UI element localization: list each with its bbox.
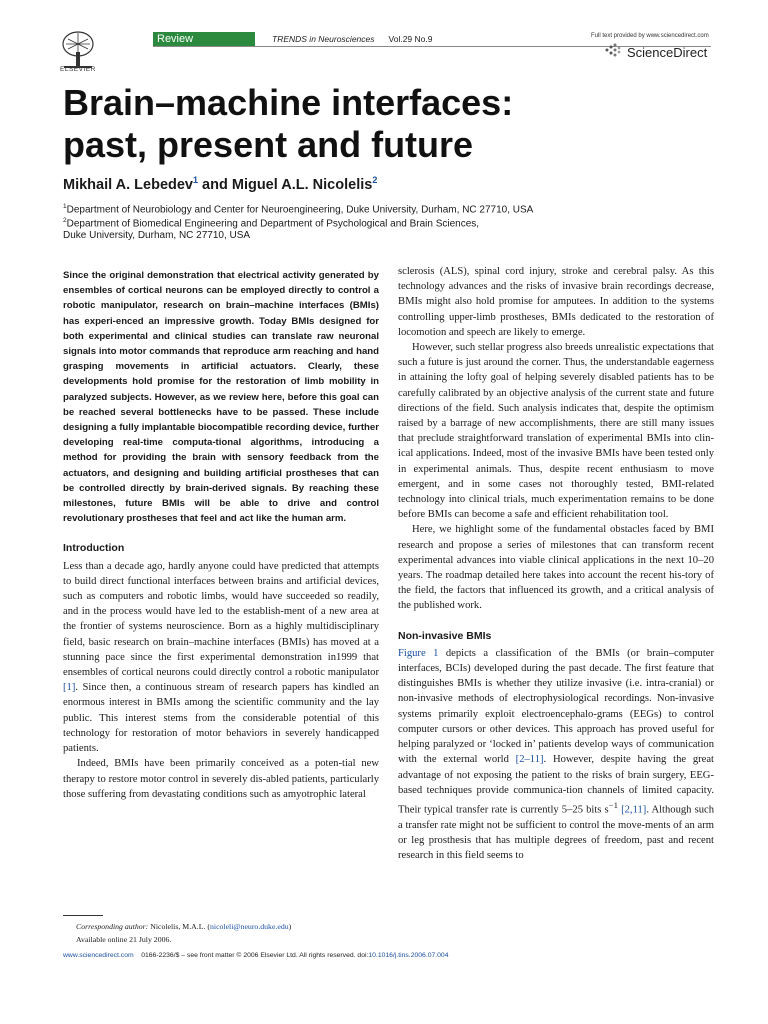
right-paragraph-2: However, such stellar progress also breeds unrealistic expectations that such a future is just around the corner. Thus, the understandable eagerness in attaining the lofty goal of helping severely disabled patients has to be carefully calibrated by an objective analysis of the current state and future directions of the field. Such analysis indicates that, despite the optimism raised by a barrage of new accomplishments, there are still many issues that preclude straightforward translation of experimental BMIs into clin-ical applications. Indeed, most of the invasive BMIs have been tested only in experimental animals. Thus, despite recent enthusiasm to move emergent, and in some cases not thoroughly tested, BMI-related technology into clinical trials, much experimentation remains to be done before BMIs can become a safe and efficient rehabilitation tool. xyxy=(398,342,714,521)
section-label: Review xyxy=(157,33,194,45)
right-paragraph-3: Here, we highlight some of the fundamental obstacles faced by BMI research and propose a series of milestones that can transform recent experimental advances into viable clinical applications in the next 10–20 years. The roadmap detailed here takes into account the recent his-tory of the field, the factors that influenced its growth, and a critical analysis of the published work. xyxy=(398,524,714,612)
intro-paragraph-1 xyxy=(63,559,379,757)
corresponding-author-name: Nicolelis, M.A.L. ( xyxy=(148,922,210,931)
p4-text-c: . Although such a transfer rate might not be sufficient to control the move-ments of an arm or leg prosthesis that has multiple degrees of freedom, past and recent research in this field seems to xyxy=(398,804,714,862)
page-footer xyxy=(63,952,449,959)
sciencedirect-brand: ScienceDirect xyxy=(627,45,708,60)
footer-site-link[interactable]: www.sciencedirect.com xyxy=(63,952,134,959)
p4-text-b: . However, despite having the great advantage of not exposing the patient to the risks of brain surgery, EEG-based techniques provide communica-tion channels of limited capacity. Their typical transfer rate is currently 5–25 bits s xyxy=(398,754,714,816)
footer-issn: 0166-2236/$ – see front matter © 2006 Elsevier Ltd. All rights reserved. doi: xyxy=(141,952,369,959)
p4-text-a: depicts a classification of the BMIs (or brain–computer interfaces, BCIs) developed during the past decade. The first feature that distinguishes BMIs is whether they utilize invasive (i.e. intra-cranial) or non-invasive methods of electrophysiological recordings. Non-invasive systems primarily exploit electroencephalo-grams (EEGs) to control computer cursors or other devices. This approach has proved useful for helping paralyzed or ‘locked in’ patients develop ways of communication with the external world xyxy=(398,647,714,766)
figure-link[interactable]: Figure 1 xyxy=(398,647,439,659)
intro-paragraph-2: Indeed, BMIs have been primarily conceived as a poten-tial new therapy to restore motor control in severely dis-abled patients, particularly those suffering from devastating conditions such as amyotrophic lateral xyxy=(63,758,379,800)
right-column xyxy=(398,264,714,863)
doi-link[interactable]: 10.1016/j.tins.2006.07.004 xyxy=(368,952,449,959)
sciencedirect-dots-icon xyxy=(604,42,624,58)
available-online-note: Available online 21 July 2006. xyxy=(76,935,172,944)
right-paragraph-4 xyxy=(398,646,714,863)
corresponding-author-note xyxy=(76,922,291,931)
p4-superscript: −1 xyxy=(608,799,619,810)
affiliation-2-text: Department of Biomedical Engineering and Department of Psychological and Brain Sciences, xyxy=(66,218,480,230)
citation-link[interactable]: [2–11] xyxy=(515,754,544,766)
author-2: Miguel A.L. Nicolelis xyxy=(231,176,373,193)
journal-title xyxy=(272,34,432,44)
affiliation-1-mark: 1 xyxy=(63,203,67,210)
footnote-rule xyxy=(63,915,103,916)
provided-by-text: Full text provided by www.sciencedirect.com xyxy=(591,33,709,39)
author-1: Mikhail A. Lebedev xyxy=(63,176,193,193)
affiliation-2-continued: Duke University, Durham, NC 27710, USA xyxy=(63,230,251,241)
affiliation-1-text: Department of Neurobiology and Center for Neuroengineering, Duke University, Durham, NC 27710, USA xyxy=(66,204,534,216)
corresponding-author-label: Corresponding author: xyxy=(76,922,149,931)
title-line-2: past, present and future xyxy=(63,124,474,165)
right-paragraph-1: sclerosis (ALS), spinal cord injury, stroke and cerebral palsy. As this technology advances and the risks of invasive brain recordings decrease, BMIs might also hold promise for amputees. In addition to the systems controlling upper-limb prostheses, BMIs dedicated to the restoration of locomotion and speech are likely to emerge. xyxy=(398,266,714,338)
affiliation-2-mark: 2 xyxy=(63,217,67,224)
left-column xyxy=(63,268,379,802)
title-line-1: Brain–machine interfaces: xyxy=(63,82,514,123)
citation-link[interactable]: [1] xyxy=(63,682,76,694)
author-1-affil-mark[interactable]: 1 xyxy=(193,175,199,185)
journal-volume: Vol.29 No.9 xyxy=(388,34,433,44)
section-heading-non-invasive: Non-invasive BMIs xyxy=(398,629,492,642)
author-list xyxy=(63,175,377,193)
author-2-affil-mark[interactable]: 2 xyxy=(372,175,378,185)
intro-p1-text-a: Less than a decade ago, hardly anyone could have predicted that attempts to build direct functional interfaces between brains and artificial devices, such as computers and robotic limbs, would have succeeded so readily, and in the process would have led to the establish-ment of a new area at the frontier of systems neuroscience. Born as a highly multidisciplinary field, basic research on brain–machine interfaces (BMIs) has moved at a stunning pace since the first experimental demonstration in1999 that ensembles of cortical neurons could directly control a robotic manipulator xyxy=(63,560,379,679)
corresponding-author-close: ) xyxy=(288,922,292,931)
author-email-link[interactable]: nicoleli@neuro.duke.edu xyxy=(210,922,289,931)
publisher-name: ELSEVIER xyxy=(60,66,96,73)
abstract: Since the original demonstration that electrical activity generated by ensembles of cortical neurons can be employed directly to control a robotic manipulator, research on brain–machine interfaces (BMIs) has experi-enced an impressive growth. Today BMIs designed for both experimental and clinical studies can translate raw neuronal signals into motor commands that reproduce arm reaching and hand grasping movements in artificial actuators. Clearly, these developments hold promise for the restoration of limb mobility in paralyzed subjects. However, as we review here, before this goal can be reached several bottlenecks have to be passed. These include designing a fully implantable biocompatible recording device, further developing real-time computa-tional algorithms, introducing a method for providing the brain with sensory feedback from the actuators, and designing and building artificial prostheses that can be controlled directly by brain-derived signals. By reaching these milestones, future BMIs will be able to drive and control revolutionary prostheses that feel and act like the human arm. xyxy=(63,270,379,525)
author-conjunction: and xyxy=(198,176,232,193)
intro-p1-text-b: . Since then, a continuous stream of research papers has kindled an enormous interest in BMIs among the scientific community and the lay public. This interest stems from the considerable potential of this technology for restoration of motor behaviors in severely handicapped patients. xyxy=(63,682,379,755)
section-heading-introduction: Introduction xyxy=(63,542,125,555)
citation-link[interactable]: [2,11] xyxy=(621,804,647,816)
article-title xyxy=(63,82,703,166)
journal-name: TRENDS in Neurosciences xyxy=(272,34,375,44)
